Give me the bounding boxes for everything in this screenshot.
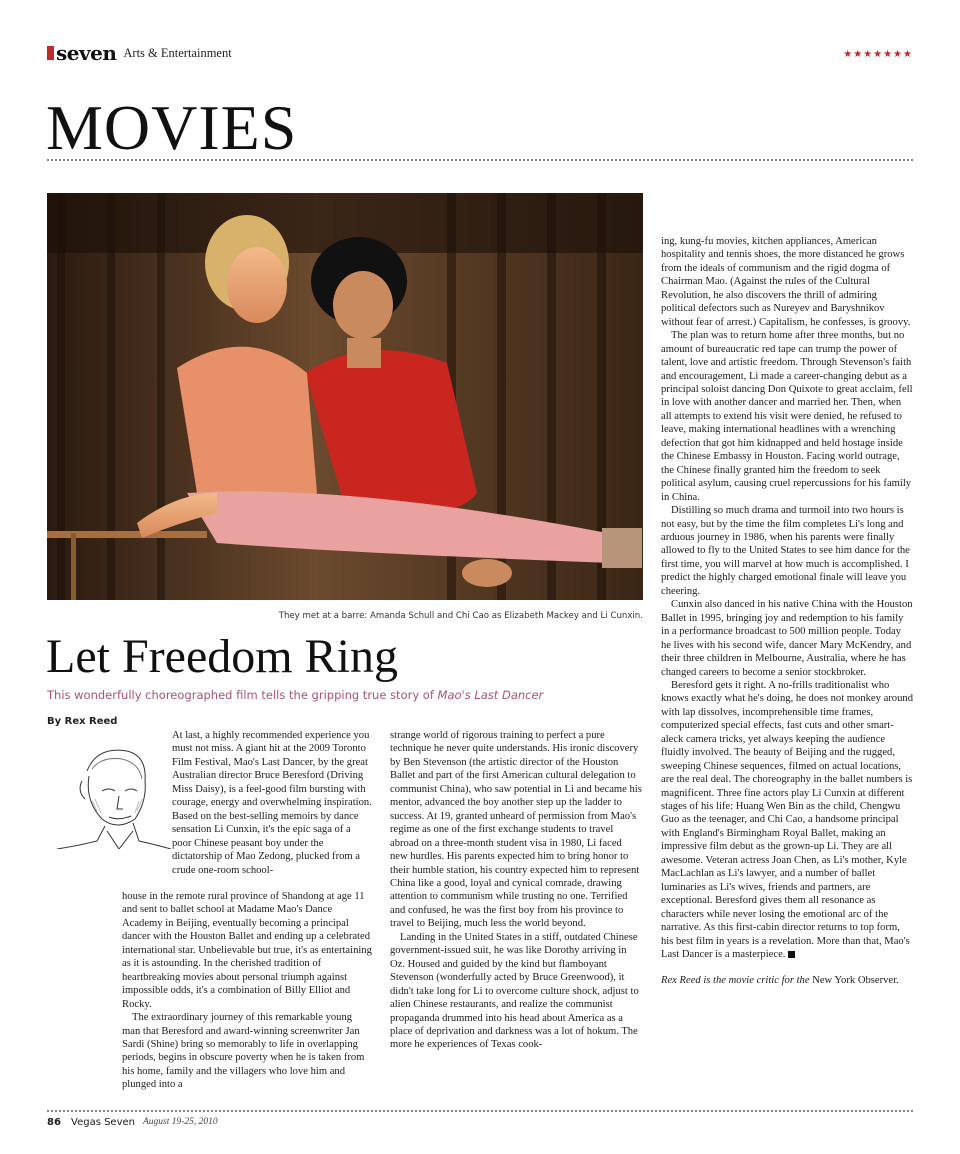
paragraph: strange world of rigorous training to perfect a pure technique he never quite understands. His ironic discovery by Ben Stevenson (the artistic director of the Houston Ballet and part of the first American cultural delegation to communist China), who saw potential in Li and became his mentor, advanced the boy another step up the ladder to success. At 19, granted unheard of permission from Mao's regime as one of the first exchange students to travel abroad on a three-month student visa in 1980, Li faced new hurdles. His parents expected him to bring honor to their humble station, his country expected him to represent China like a good, loyal and cynical comrade, drawing attention to communism while trusting no one. Terrified and confused, he was the first boy from his province to travel to Beijing, much less the world beyond. xyxy=(390,730,642,930)
paragraph: Distilling so much drama and turmoil into two hours is not easy, but by the time the film completes Li's long and arduous journey in 1986, when his parents were finally allowed to fly to the United States to see him dance for the first time, you will marvel at how much is accomplished. I predict the highly charged emotional finale will leave you cheering. xyxy=(661,505,910,597)
logo-wordmark: seven xyxy=(56,41,117,65)
article-column-2 xyxy=(390,729,642,1052)
logo-mark xyxy=(47,46,54,60)
article-column-3 xyxy=(661,235,913,988)
section-label: Arts & Entertainment xyxy=(123,45,232,60)
article-headline: Let Freedom Ring xyxy=(46,630,398,683)
paragraph: At last, a highly recommended experience you must not miss. A giant hit at the 2009 Toronto Film Festival, Mao's Last Dancer, by the great Australian director Bruce Beresford (Driving Miss Daisy), is a feel-good film bursting with courage, energy and overwhelming inspiration. Based on the best-selling memoirs by dance sensation Li Cunxin, it's the epic saga of a poor Chinese peasant boy under the dictatorship of Mao Zedong, plucked from a crude one-room school- xyxy=(172,730,372,876)
header-divider xyxy=(47,159,913,161)
end-mark-icon xyxy=(788,951,795,958)
film-still-photo xyxy=(47,193,643,600)
article-column-1-top xyxy=(172,729,372,877)
final-paragraph-text: Beresford gets it right. A no-frills traditionalist who knows exactly what he's doing, he does not monkey around with lap dissolves, incomprehensible time frames, computerized special effects, fast cuts and other smart-aleck camera tricks, yet always keeping the audience fluidly involved. The beauty of Beijing and the rugged, sweeping Chinese sequences, filmed on actual locations, are the real deal. The choreography in the ballet numbers is magnificent. Three fine actors play Li Cunxin at different stages of his life: Huang Wen Bin as the child, Chengwu Guo as the teenager, and Chi Cao, a handsome principal with England's Birmingham Royal Ballet, making an impressive film debut as the grown-up Li. They are all awesome. Veteran actress Joan Chen, as Li's mother, Kyle MacLachlan as Li's lawyer, and a number of ballet luminaries as Li's wives, friends and partners, are exceptional. Beresford gives them all resonance as characters while never losing the emotional arc of the narrative. As this first-cabin director returns to top form, his best film in years is a revelation. More than that, Mao's Last Dancer is a masterpiece. xyxy=(661,679,913,961)
paragraph: The plan was to return home after three months, but no amount of bureaucratic red tape can trump the power of talent, love and artistic freedom. Through Stevenson's faith and encouragement, Li made a career-changing debut as a principal soloist dancing Don Quixote to great acclaim, fell in love with another dancer and married her. Then, when all attempts to extend his visit were denied, he refused to leave, making international headlines with a wrenching defection that got him kidnapped and held hostage inside the Chinese Embassy in Houston. Facing world outrage, the Chinese finally granted him the freedom to seek political asylum, causing cruel repercussions for his family in China. xyxy=(661,330,913,503)
page-number: 86 xyxy=(47,1117,61,1128)
masthead-logo xyxy=(47,43,232,63)
byline: By Rex Reed xyxy=(47,716,118,727)
paragraph: house in the remote rural province of Shandong at age 11 and sent to ballet school at Madame Mao's Dance Academy in Beijing, eventually becoming a principal dancer with the Houston Ballet and ending up a celebrated international star. Unbelievable but true, it's as entertaining as it is astounding. In the cherished tradition of heartbreaking movies about personal triumph against impossible odds, it's a combination of Billy Elliot and Rocky. xyxy=(122,891,372,1010)
paragraph: Cunxin also danced in his native China with the Houston Ballet in 1995, bringing joy and redemption to his family in a performance broadcast to 500 million people. Today he lives with his second wife, dancer Mary McKendry, and their three children in Melbourne, Australia, where he has changed careers to become a senior stockbroker. xyxy=(661,599,913,678)
paragraph xyxy=(661,679,913,962)
dek-film-title: Mao's Last Dancer xyxy=(437,688,544,702)
footer-divider xyxy=(47,1110,913,1112)
author-credit xyxy=(661,974,913,987)
paragraph: ing, kung-fu movies, kitchen appliances, American hospitality and tennis shoes, the more distanced he grows from the ideals of communism and the rigid dogma of Chairman Mao. (Against the rules of the Cultural Revolution, he also discovers the thrill of admiring political defectors such as Nureyev and Baryshnikov without fear of arrest.) Capitalism, he confesses, is groovy. xyxy=(661,236,911,328)
rating-stars: ★★★★★★★ xyxy=(843,49,913,60)
paragraph: The extraordinary journey of this remarkable young man that Beresford and award-winning screenwriter Jan Sardi (Shine) bring so memorably to life in overlapping periods, begins in obscure poverty when he is taken from his home, family and the villagers who love him and plunged into a xyxy=(122,1012,365,1091)
article-column-1-bottom xyxy=(122,890,372,1092)
dek-text: This wonderfully choreographed film tells the gripping true story of xyxy=(47,688,438,702)
photo-caption: They met at a barre: Amanda Schull and Chi Cao as Elizabeth Mackey and Li Cunxin. xyxy=(278,611,643,621)
article-dek xyxy=(47,688,543,702)
credit-publication: New York Observer. xyxy=(812,975,899,987)
section-title: MOVIES xyxy=(46,92,298,163)
issue-date: August 19-25, 2010 xyxy=(143,1117,218,1127)
author-sketch xyxy=(47,741,171,849)
dancers-illustration xyxy=(47,193,643,600)
publication-name: Vegas Seven xyxy=(71,1117,135,1128)
credit-text: Rex Reed is the movie critic for the xyxy=(661,975,813,987)
paragraph: Landing in the United States in a stiff, outdated Chinese government-issued suit, he was like Dorothy arriving in Oz. Housed and guided by the kind but flamboyant Stevenson (wonderfully acted by Bruce Greenwood), it didn't take long for Li to overcome culture shock, adjust to alien Chinese restaurants, and realize the communist propaganda drummed into his head about America as a place of deprivation and darkness was a lot of hokum. The more he experiences of Texas cook- xyxy=(390,931,639,1051)
author-portrait xyxy=(47,741,171,849)
